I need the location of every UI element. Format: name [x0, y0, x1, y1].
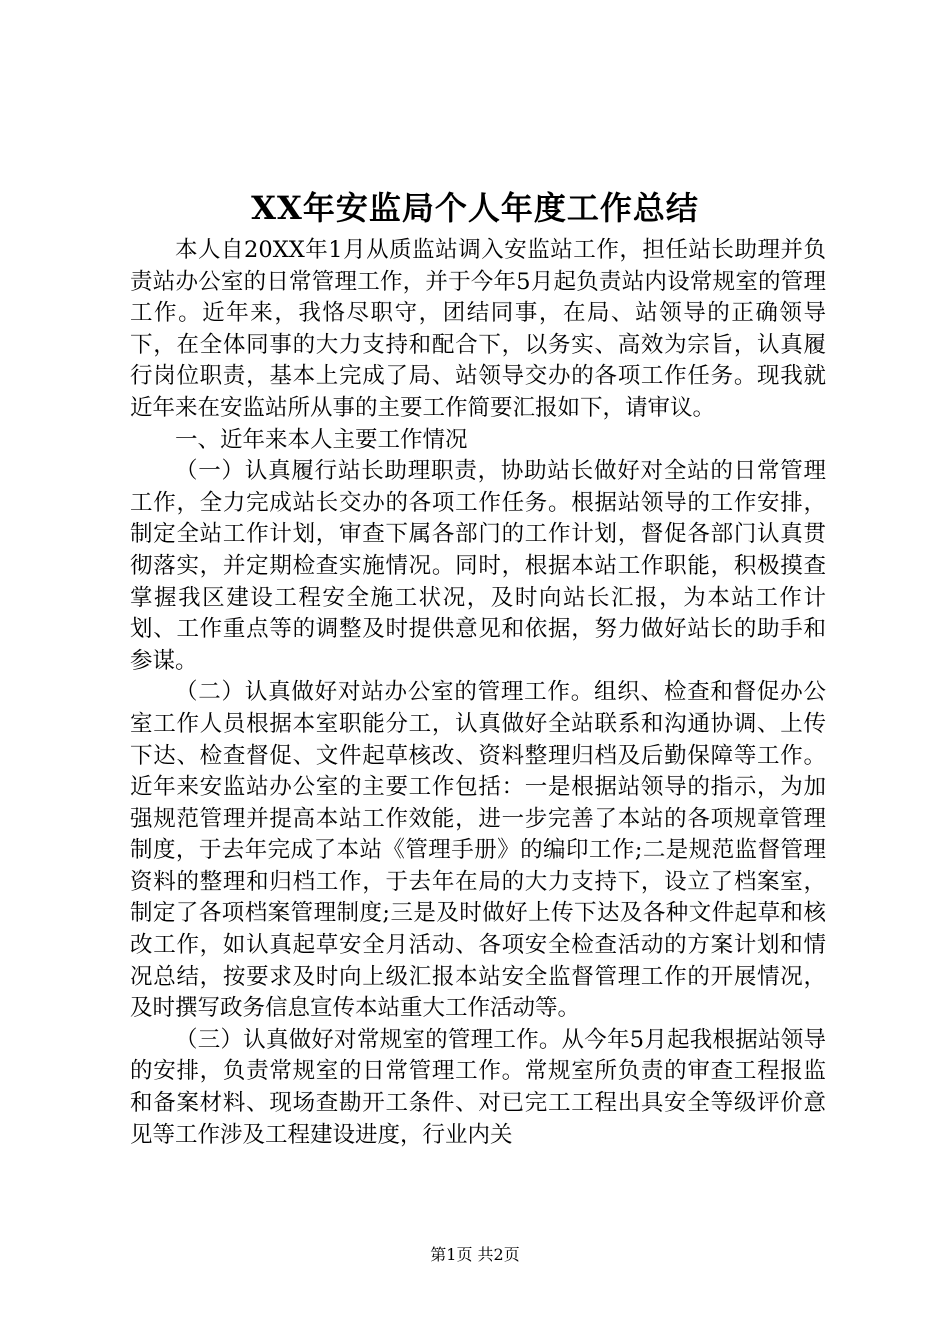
- document-title: XX年安监局个人年度工作总结: [251, 189, 699, 227]
- paragraph-item-1: （一）认真履行站长助理职责，协助站长做好对全站的日常管理工作，全力完成站长交办的各项工作任务。根据站领导的工作安排，制定全站工作计划，审查下属各部门的工作计划，督促各部门认真贯彻落实，并定期检查实施情况。同时，根据本站工作职能，积极摸查掌握我区建设工程安全施工状况，及时向站长汇报，为本站工作计划、工作重点等的调整及时提供意见和依据，努力做好站长的助手和参谋。: [130, 458, 826, 674]
- paragraph-item-2: （二）认真做好对站办公室的管理工作。组织、检查和督促办公室工作人员根据本室职能分工，认真做好全站联系和沟通协调、上传下达、检查督促、文件起草核改、资料整理归档及后勤保障等工作。近年来安监站办公室的主要工作包括：一是根据站领导的指示，为加强规范管理并提高本站工作效能，进一步完善了本站的各项规章管理制度，于去年完成了本站《管理手册》的编印工作;二是规范监督管理资料的整理和归档工作，于去年在局的大力支持下，设立了档案室，制定了各项档案管理制度;三是及时做好上传下达及各种文件起草和核改工作，如认真起草安全月活动、各项安全检查活动的方案计划和情况总结，按要求及时向上级汇报本站安全监督管理工作的开展情况，及时撰写政务信息宣传本站重大工作活动等。: [130, 679, 826, 1022]
- document-body: [130, 235, 826, 1151]
- section-heading: 一、近年来本人主要工作情况: [175, 426, 468, 453]
- paragraph-intro: 本人自20XX年1月从质监站调入安监站工作，担任站长助理并负责站办公室的日常管理工作，并于今年5月起负责站内设常规室的管理工作。近年来，我恪尽职守，团结同事，在局、站领导的正确领导下，在全体同事的大力支持和配合下，以务实、高效为宗旨，认真履行岗位职责，基本上完成了局、站领导交办的各项工作任务。现我就近年来在安监站所从事的主要工作简要汇报如下，请审议。: [130, 237, 826, 421]
- page-number-footer: 第1页 共2页: [430, 1245, 520, 1264]
- paragraph-item-3: （三）认真做好对常规室的管理工作。从今年5月起我根据站领导的安排，负责常规室的日常管理工作。常规室所负责的审查工程报监和备案材料、现场查勘开工条件、对已完工工程出具安全等级评价意见等工作涉及工程建设进度，行业内关: [130, 1026, 826, 1148]
